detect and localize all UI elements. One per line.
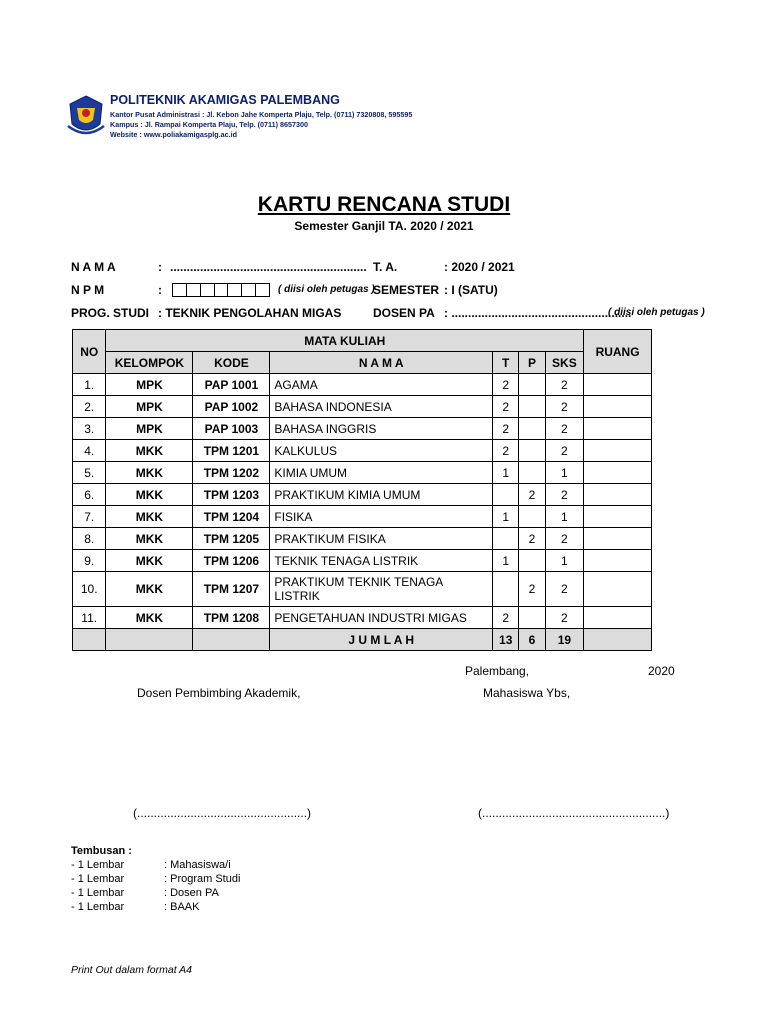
row-ruang (584, 607, 652, 629)
table-row (73, 462, 652, 484)
mahasiswa-signature-label: Mahasiswa Ybs, (483, 686, 571, 700)
row-kode: TPM 1207 (193, 572, 270, 607)
row-sks: 2 (545, 396, 583, 418)
col-header-nama: N A M A (270, 352, 493, 374)
row-kode: TPM 1203 (193, 484, 270, 506)
row-ruang (584, 462, 652, 484)
table-row (73, 528, 652, 550)
document-title: KARTU RENCANA STUDI (257, 193, 511, 216)
col-header-sks: SKS (545, 352, 583, 374)
row-sks: 1 (545, 506, 583, 528)
row-t: 2 (493, 396, 519, 418)
row-course-name: PENGETAHUAN INDUSTRI MIGAS (270, 607, 493, 629)
dosen-signature-label: Dosen Pembimbing Akademik, (137, 686, 301, 700)
row-p: 2 (519, 572, 545, 607)
row-p (519, 462, 545, 484)
row-ruang (584, 506, 652, 528)
row-sks: 2 (545, 484, 583, 506)
dosen-pa-field[interactable]: : ...................................................... (444, 306, 632, 320)
dosen-pa-note: ( diisi oleh petugas ) (608, 307, 705, 318)
row-t (493, 528, 519, 550)
table-row (73, 374, 652, 396)
row-sks: 1 (545, 462, 583, 484)
row-kode: TPM 1208 (193, 607, 270, 629)
tembusan-recipient: : BAAK (164, 901, 200, 913)
row-p (519, 506, 545, 528)
institution-address-line: Kantor Pusat Administrasi : Jl. Kebon Jahe Komperta Plaju, Telp. (0711) 7320808, 595595 (110, 110, 413, 119)
table-row (73, 607, 652, 629)
tembusan-recipient: : Program Studi (164, 873, 241, 885)
table-row (73, 484, 652, 506)
row-ruang (584, 440, 652, 462)
row-sks: 2 (545, 607, 583, 629)
row-kelompok: MKK (106, 607, 193, 629)
dosen-signature-line: (...................................................) (133, 806, 312, 820)
total-t: 13 (493, 629, 519, 651)
row-kode: PAP 1002 (193, 396, 270, 418)
row-no: 3. (73, 418, 106, 440)
nama-field[interactable]: ........................................................... (170, 260, 367, 274)
row-course-name: BAHASA INDONESIA (270, 396, 493, 418)
row-sks: 2 (545, 440, 583, 462)
semester-label: SEMESTER (373, 283, 440, 297)
row-ruang (584, 396, 652, 418)
signature-place: Palembang, (465, 664, 530, 678)
row-t: 2 (493, 607, 519, 629)
tembusan-qty: - 1 Lembar (71, 859, 125, 871)
row-p (519, 396, 545, 418)
institution-website-line: Website : www.poliakamigasplg.ac.id (110, 130, 238, 139)
row-no: 11. (73, 607, 106, 629)
tembusan-recipient: : Mahasiswa/i (164, 859, 231, 871)
tembusan-title: Tembusan : (71, 845, 132, 857)
mahasiswa-signature-line: (.......................................................) (478, 806, 670, 820)
row-ruang (584, 374, 652, 396)
row-kelompok: MKK (106, 484, 193, 506)
semester-value: : I (SATU) (444, 283, 498, 297)
row-t: 1 (493, 550, 519, 572)
col-header-ruang: RUANG (584, 330, 652, 374)
row-kelompok: MKK (106, 506, 193, 528)
npm-note: ( diisi oleh petugas ) (278, 284, 375, 295)
row-kode: TPM 1204 (193, 506, 270, 528)
institution-logo (66, 94, 106, 138)
row-sks: 2 (545, 528, 583, 550)
col-header-t: T (493, 352, 519, 374)
total-sks: 19 (545, 629, 583, 651)
total-p: 6 (519, 629, 545, 651)
row-course-name: FISIKA (270, 506, 493, 528)
row-kelompok: MPK (106, 374, 193, 396)
row-ruang (584, 418, 652, 440)
total-label: J U M L A H (270, 629, 493, 651)
row-p (519, 418, 545, 440)
row-p (519, 550, 545, 572)
document-subtitle: Semester Ganjil TA. 2020 / 2021 (294, 219, 474, 233)
row-p (519, 440, 545, 462)
row-kode: TPM 1201 (193, 440, 270, 462)
row-kode: TPM 1206 (193, 550, 270, 572)
nama-label: N A M A (71, 260, 116, 274)
table-row (73, 572, 652, 607)
row-ruang (584, 484, 652, 506)
row-p (519, 374, 545, 396)
row-kelompok: MPK (106, 418, 193, 440)
row-kelompok: MKK (106, 528, 193, 550)
table-row (73, 550, 652, 572)
row-course-name: PRAKTIKUM TEKNIK TENAGA LISTRIK (270, 572, 493, 607)
row-ruang (584, 550, 652, 572)
ta-label: T. A. (373, 260, 398, 274)
table-row (73, 506, 652, 528)
row-sks: 2 (545, 572, 583, 607)
tembusan-recipient: : Dosen PA (164, 887, 219, 899)
row-course-name: KIMIA UMUM (270, 462, 493, 484)
row-kode: TPM 1202 (193, 462, 270, 484)
col-header-no: NO (73, 330, 106, 374)
npm-colon: : (158, 283, 162, 297)
table-row (73, 440, 652, 462)
tembusan-qty: - 1 Lembar (71, 873, 125, 885)
row-t: 1 (493, 462, 519, 484)
row-course-name: TEKNIK TENAGA LISTRIK (270, 550, 493, 572)
institution-address-line: Kampus : Jl. Rampai Komperta Plaju, Telp. (0711) 8657300 (110, 120, 308, 129)
npm-label: N P M (71, 283, 105, 297)
row-course-name: PRAKTIKUM KIMIA UMUM (270, 484, 493, 506)
row-t: 2 (493, 374, 519, 396)
col-header-p: P (519, 352, 545, 374)
row-sks: 2 (545, 374, 583, 396)
row-no: 9. (73, 550, 106, 572)
row-p: 2 (519, 528, 545, 550)
tembusan-qty: - 1 Lembar (71, 887, 125, 899)
row-t: 2 (493, 418, 519, 440)
col-header-kode: KODE (193, 352, 270, 374)
ta-value: : 2020 / 2021 (444, 260, 515, 274)
row-kelompok: MPK (106, 396, 193, 418)
row-kelompok: MKK (106, 550, 193, 572)
row-t: 2 (493, 440, 519, 462)
row-no: 10. (73, 572, 106, 607)
row-kelompok: MKK (106, 462, 193, 484)
npm-input-boxes[interactable] (172, 283, 270, 297)
row-no: 6. (73, 484, 106, 506)
col-header-kelompok: KELOMPOK (106, 352, 193, 374)
row-no: 5. (73, 462, 106, 484)
row-course-name: KALKULUS (270, 440, 493, 462)
row-kode: PAP 1001 (193, 374, 270, 396)
institution-name: POLITEKNIK AKAMIGAS PALEMBANG (110, 93, 340, 107)
row-t: 1 (493, 506, 519, 528)
row-kode: TPM 1205 (193, 528, 270, 550)
row-no: 8. (73, 528, 106, 550)
row-no: 1. (73, 374, 106, 396)
row-ruang (584, 572, 652, 607)
row-kelompok: MKK (106, 572, 193, 607)
row-t (493, 572, 519, 607)
row-kode: PAP 1003 (193, 418, 270, 440)
print-note: Print Out dalam format A4 (71, 964, 192, 976)
course-table (72, 329, 652, 651)
row-p (519, 607, 545, 629)
table-row (73, 396, 652, 418)
nama-colon: : (158, 260, 162, 274)
row-t (493, 484, 519, 506)
prog-studi-value: : TEKNIK PENGOLAHAN MIGAS (158, 306, 342, 320)
row-ruang (584, 528, 652, 550)
row-p: 2 (519, 484, 545, 506)
row-no: 4. (73, 440, 106, 462)
col-header-mata-kuliah: MATA KULIAH (106, 330, 584, 352)
dosen-pa-label: DOSEN PA (373, 306, 435, 320)
row-no: 2. (73, 396, 106, 418)
row-kelompok: MKK (106, 440, 193, 462)
tembusan-qty: - 1 Lembar (71, 901, 125, 913)
signature-year: 2020 (648, 664, 675, 678)
total-row (73, 629, 652, 651)
prog-studi-label: PROG. STUDI (71, 306, 150, 320)
row-course-name: BAHASA INGGRIS (270, 418, 493, 440)
row-course-name: AGAMA (270, 374, 493, 396)
row-sks: 2 (545, 418, 583, 440)
row-no: 7. (73, 506, 106, 528)
table-row (73, 418, 652, 440)
row-course-name: PRAKTIKUM FISIKA (270, 528, 493, 550)
row-sks: 1 (545, 550, 583, 572)
